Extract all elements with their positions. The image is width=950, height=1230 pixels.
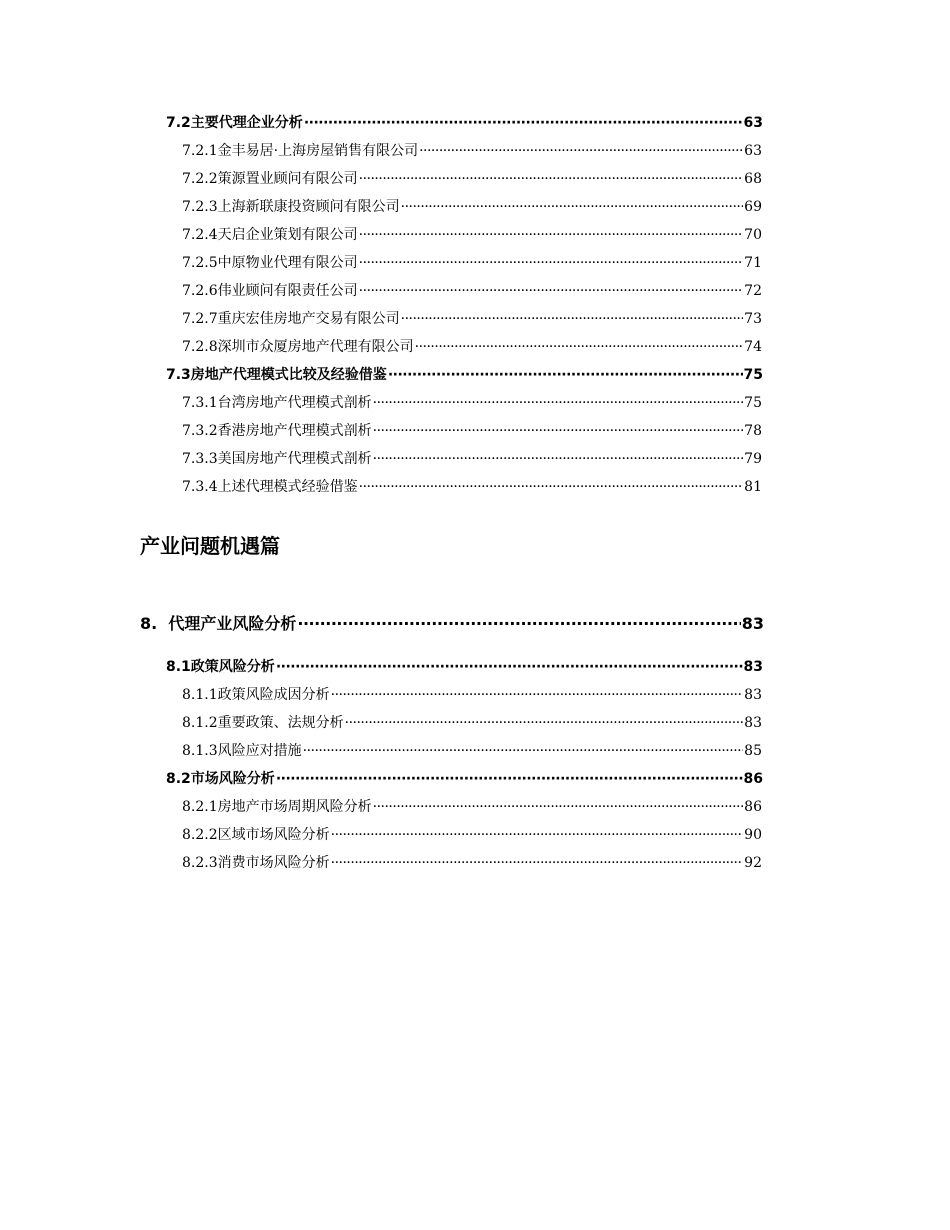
toc-entry-page: 72 — [744, 283, 762, 299]
toc-entry-label: 7.3.2香港房地产代理模式剖析 — [182, 423, 372, 439]
toc-entry-7-2-3[interactable] — [182, 196, 762, 218]
toc-entry-label: 8.1政策风险分析 — [166, 659, 275, 675]
toc-leader-dots — [359, 224, 744, 246]
toc-entry-page: 63 — [743, 115, 763, 131]
toc-leader-dots — [359, 168, 744, 190]
toc-leader-dots — [419, 140, 743, 162]
toc-entry-7-2-1[interactable] — [182, 140, 762, 162]
toc-leader-dots — [331, 852, 744, 874]
toc-entry-8-1-3[interactable] — [182, 740, 762, 762]
toc-entry-7-2-6[interactable] — [182, 280, 762, 302]
toc-entry-page: 75 — [743, 367, 763, 383]
toc-entry-page: 83 — [744, 687, 762, 703]
toc-entry-page: 75 — [744, 395, 762, 411]
toc-entry-label: 7.3.4上述代理模式经验借鉴 — [182, 479, 358, 495]
toc-section-7-3[interactable] — [166, 364, 763, 386]
toc-entry-page: 83 — [744, 715, 762, 731]
toc-entry-label: 8.1.3风险应对措施 — [182, 743, 302, 759]
toc-entry-7-3-2[interactable] — [182, 420, 762, 442]
toc-leader-dots — [304, 112, 743, 134]
toc-leader-dots — [276, 768, 743, 790]
toc-entry-page: 83 — [743, 659, 763, 675]
toc-entry-label: 7.2.4天启企业策划有限公司 — [182, 227, 358, 243]
toc-entry-page: 70 — [744, 227, 762, 243]
toc-leader-dots — [359, 252, 744, 274]
toc-leader-dots — [297, 611, 740, 637]
toc-entry-7-2-4[interactable] — [182, 224, 762, 246]
toc-entry-8-2-3[interactable] — [182, 852, 762, 874]
toc-entry-page: 85 — [744, 743, 762, 759]
toc-section-8-2[interactable] — [166, 768, 763, 790]
toc-leader-dots — [359, 280, 744, 302]
toc-section-7-2[interactable] — [166, 112, 763, 134]
toc-entry-page: 68 — [744, 171, 762, 187]
toc-entry-page: 81 — [744, 479, 762, 495]
toc-entry-label: 7.2主要代理企业分析 — [166, 115, 303, 131]
toc-section-8-1[interactable] — [166, 656, 763, 678]
toc-entry-8-1-1[interactable] — [182, 684, 762, 706]
toc-entry-label: 7.2.5中原物业代理有限公司 — [182, 255, 358, 271]
toc-entry-8-2-2[interactable] — [182, 824, 762, 846]
toc-leader-dots — [331, 824, 744, 846]
toc-entry-7-2-7[interactable] — [182, 308, 762, 330]
toc-leader-dots — [331, 684, 744, 706]
toc-entry-label: 8.1.1政策风险成因分析 — [182, 687, 330, 703]
toc-entry-8-2-1[interactable] — [182, 796, 762, 818]
toc-entry-page: 74 — [744, 339, 762, 355]
toc-entry-label: 7.2.2策源置业顾问有限公司 — [182, 171, 358, 187]
toc-entry-page: 71 — [744, 255, 762, 271]
toc-entry-7-3-3[interactable] — [182, 448, 762, 470]
toc-entry-label: 8.2.1房地产市场周期风险分析 — [182, 799, 372, 815]
toc-entry-label: 7.2.8深圳市众厦房地产代理有限公司 — [182, 339, 414, 355]
toc-entry-7-2-5[interactable] — [182, 252, 762, 274]
toc-entry-7-3-1[interactable] — [182, 392, 762, 414]
toc-entry-label: 7.3.3美国房地产代理模式剖析 — [182, 451, 372, 467]
toc-leader-dots — [401, 308, 744, 330]
toc-entry-8-1-2[interactable] — [182, 712, 762, 734]
toc-entry-page: 73 — [744, 311, 762, 327]
toc-entry-label: 7.2.6伟业顾问有限责任公司 — [182, 283, 358, 299]
toc-leader-dots — [373, 448, 744, 470]
toc-entry-page: 83 — [741, 614, 764, 633]
toc-entry-page: 69 — [744, 199, 762, 215]
toc-leader-dots — [415, 336, 744, 358]
toc-entry-page: 79 — [744, 451, 762, 467]
toc-entry-7-3-4[interactable] — [182, 476, 762, 498]
toc-entry-label: 7.2.3上海新联康投资顾问有限公司 — [182, 199, 400, 215]
toc-entry-label: 7.2.7重庆宏佳房地产交易有限公司 — [182, 311, 400, 327]
toc-leader-dots — [401, 196, 744, 218]
toc-entry-7-2-2[interactable] — [182, 168, 762, 190]
toc-entry-label: 8. 代理产业风险分析 — [140, 614, 297, 633]
toc-leader-dots — [359, 476, 744, 498]
toc-entry-page: 90 — [744, 827, 762, 843]
toc-leader-dots — [345, 712, 744, 734]
toc-leader-dots — [373, 420, 744, 442]
toc-entry-page: 78 — [744, 423, 762, 439]
toc-entry-page: 63 — [744, 143, 762, 159]
toc-entry-label: 8.1.2重要政策、法规分析 — [182, 715, 344, 731]
toc-entry-page: 92 — [744, 855, 762, 871]
part-title: 产业问题机遇篇 — [140, 534, 280, 558]
toc-chapter-8[interactable] — [140, 611, 764, 637]
toc-leader-dots — [388, 364, 743, 386]
toc-entry-label: 8.2.2区域市场风险分析 — [182, 827, 330, 843]
toc-entry-label: 8.2.3消费市场风险分析 — [182, 855, 330, 871]
toc-entry-page: 86 — [744, 799, 762, 815]
toc-entry-label: 7.3.1台湾房地产代理模式剖析 — [182, 395, 372, 411]
toc-entry-label: 7.2.1金丰易居·上海房屋销售有限公司 — [182, 143, 419, 159]
toc-leader-dots — [373, 796, 744, 818]
toc-entry-label: 7.3房地产代理模式比较及经验借鉴 — [166, 367, 387, 383]
toc-leader-dots — [303, 740, 744, 762]
toc-entry-7-2-8[interactable] — [182, 336, 762, 358]
toc-entry-page: 86 — [743, 771, 763, 787]
toc-entry-label: 8.2市场风险分析 — [166, 771, 275, 787]
toc-leader-dots — [373, 392, 744, 414]
toc-leader-dots — [276, 656, 743, 678]
